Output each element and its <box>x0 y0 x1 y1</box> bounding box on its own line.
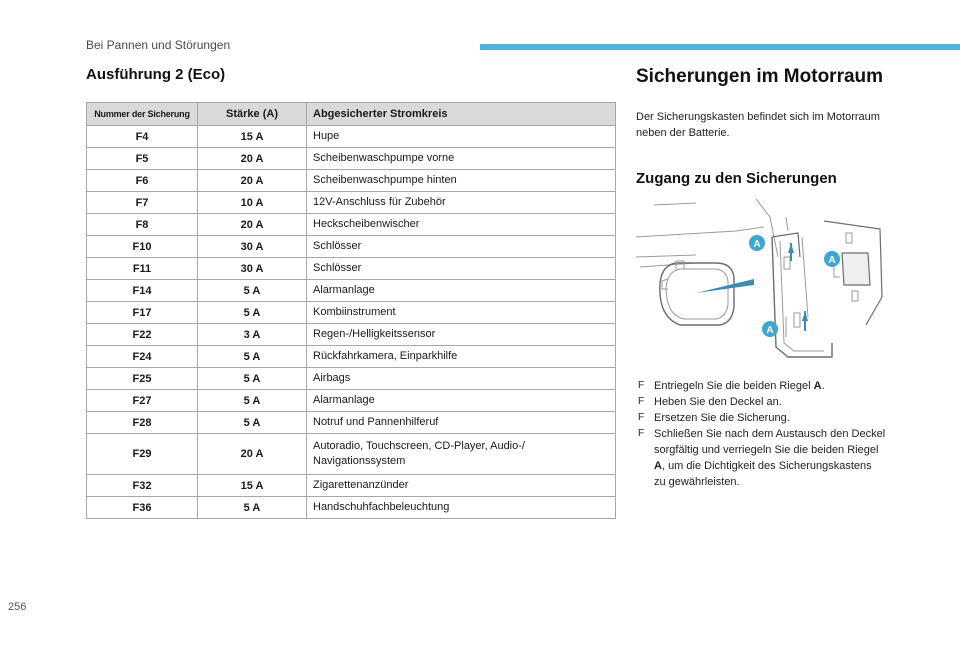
fuse-number-cell: F7 <box>87 192 198 214</box>
fuse-number-cell: F8 <box>87 214 198 236</box>
step-item <box>636 426 886 490</box>
rating-cell: 5 A <box>198 368 307 390</box>
fuse-number-cell: F28 <box>87 412 198 434</box>
bullet-icon: F <box>638 412 645 423</box>
latch-callout-right <box>824 251 840 267</box>
circuit-cell: Airbags <box>307 368 616 390</box>
step-text: Heben Sie den Deckel an. <box>654 396 782 408</box>
circuit-cell: Schlösser <box>307 236 616 258</box>
fuse-number-cell: F25 <box>87 368 198 390</box>
table-row <box>87 192 616 214</box>
callout-label: A <box>753 239 761 250</box>
step-latch-label: A <box>654 460 662 472</box>
fuse-number-cell: F22 <box>87 324 198 346</box>
page-number: 256 <box>8 601 27 613</box>
rating-cell: 3 A <box>198 324 307 346</box>
latch-callout-top <box>749 235 765 251</box>
table-row <box>87 368 616 390</box>
fuse-number-cell: F32 <box>87 475 198 497</box>
table-row <box>87 258 616 280</box>
table-row <box>87 148 616 170</box>
bullet-icon: F <box>638 396 645 407</box>
rating-cell: 5 A <box>198 302 307 324</box>
fuse-number-cell: F5 <box>87 148 198 170</box>
section-header: Bei Pannen und Störungen <box>86 38 231 52</box>
rating-cell: 5 A <box>198 390 307 412</box>
step-item <box>636 394 886 410</box>
step-item <box>636 378 886 394</box>
fuse-number-cell: F6 <box>87 170 198 192</box>
engine-fuses-title: Sicherungen im Motorraum <box>636 66 884 87</box>
rating-cell: 10 A <box>198 192 307 214</box>
fuse-number-cell: F14 <box>87 280 198 302</box>
table-row <box>87 497 616 519</box>
rating-cell: 20 A <box>198 434 307 475</box>
callout-label: A <box>766 325 774 336</box>
step-latch-label: A <box>813 380 822 392</box>
table-row <box>87 346 616 368</box>
header-circuit: Abgesicherter Stromkreis <box>307 103 616 126</box>
header-rating: Stärke (A) <box>198 103 307 126</box>
fuse-number-cell: F11 <box>87 258 198 280</box>
rating-cell: 20 A <box>198 170 307 192</box>
rating-cell: 5 A <box>198 280 307 302</box>
section-accent-bar <box>480 44 960 50</box>
callout-arrow-icon <box>696 279 754 293</box>
circuit-cell: Heckscheibenwischer <box>307 214 616 236</box>
rating-cell: 5 A <box>198 346 307 368</box>
fuse-number-cell: F4 <box>87 126 198 148</box>
rating-cell: 15 A <box>198 475 307 497</box>
table-row <box>87 280 616 302</box>
intro-text: Der Sicherungskasten befindet sich im Motorraum neben der Batterie. <box>636 111 880 139</box>
circuit-cell: Schlösser <box>307 258 616 280</box>
table-row <box>87 324 616 346</box>
callout-label: A <box>828 255 836 266</box>
step-text: Entriegeln Sie die beiden Riegel <box>654 380 814 392</box>
circuit-cell: Scheibenwaschpumpe vorne <box>307 148 616 170</box>
circuit-cell: Handschuhfachbeleuchtung <box>307 497 616 519</box>
bullet-icon: F <box>638 380 645 391</box>
step-text: Schließen Sie nach dem Austausch den Deckel sorgfältig und verriegeln Sie die beiden Riegel <box>654 428 886 456</box>
step-item <box>636 410 886 426</box>
fuse-table <box>86 102 616 519</box>
table-row <box>87 170 616 192</box>
circuit-cell: Alarmanlage <box>307 390 616 412</box>
circuit-cell: Scheibenwaschpumpe hinten <box>307 170 616 192</box>
circuit-cell: Autoradio, Touchscreen, CD-Player, Audio-/ Navigationssystem <box>307 434 616 475</box>
circuit-cell: Alarmanlage <box>307 280 616 302</box>
table-row <box>87 236 616 258</box>
fuse-number-cell: F36 <box>87 497 198 519</box>
latch-callout-bottom <box>762 321 778 337</box>
fuse-number-cell: F24 <box>87 346 198 368</box>
fuse-number-cell: F17 <box>87 302 198 324</box>
circuit-cell: Kombiinstrument <box>307 302 616 324</box>
circuit-cell: Rückfahrkamera, Einparkhilfe <box>307 346 616 368</box>
fuse-table-body <box>87 126 616 519</box>
fuse-number-cell: F27 <box>87 390 198 412</box>
fuse-box-illustration <box>636 197 884 365</box>
rating-cell: 30 A <box>198 258 307 280</box>
fuse-number-cell: F10 <box>87 236 198 258</box>
rating-cell: 5 A <box>198 412 307 434</box>
table-row <box>87 302 616 324</box>
rating-cell: 20 A <box>198 148 307 170</box>
fuse-number-cell: F29 <box>87 434 198 475</box>
variant-title: Ausführung 2 (Eco) <box>86 66 226 83</box>
rating-cell: 30 A <box>198 236 307 258</box>
step-text: Ersetzen Sie die Sicherung. <box>654 412 790 424</box>
circuit-cell: Hupe <box>307 126 616 148</box>
circuit-cell: Notruf und Pannenhilferuf <box>307 412 616 434</box>
table-row <box>87 434 616 475</box>
step-text-end: , um die Dichtigkeit des Sicherungskastens zu gewährleisten. <box>654 460 872 488</box>
instruction-steps <box>636 378 886 490</box>
rating-cell: 20 A <box>198 214 307 236</box>
table-header-row <box>87 103 616 126</box>
circuit-cell: Regen-/Helligkeitssensor <box>307 324 616 346</box>
table-row <box>87 475 616 497</box>
header-fuse-number: Nummer der Sicherung <box>87 103 198 126</box>
table-row <box>87 214 616 236</box>
table-row <box>87 126 616 148</box>
circuit-cell: 12V-Anschluss für Zubehör <box>307 192 616 214</box>
table-row <box>87 412 616 434</box>
rating-cell: 5 A <box>198 497 307 519</box>
step-text-end: . <box>821 380 825 392</box>
access-subtitle: Zugang zu den Sicherungen <box>636 170 837 187</box>
bullet-icon: F <box>638 428 645 439</box>
rating-cell: 15 A <box>198 126 307 148</box>
table-row <box>87 390 616 412</box>
circuit-cell: Zigarettenanzünder <box>307 475 616 497</box>
